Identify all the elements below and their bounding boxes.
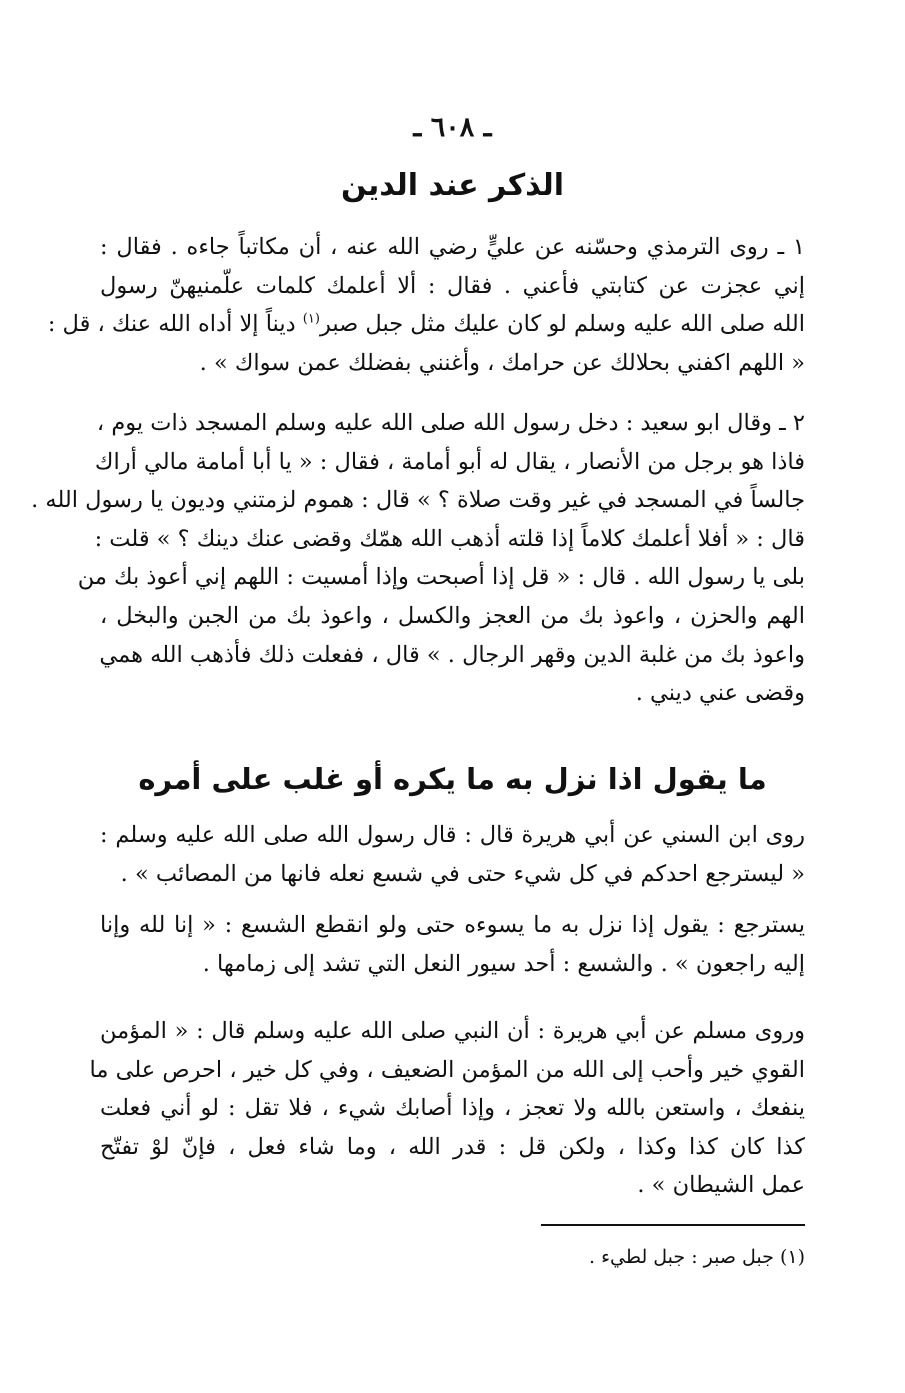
- text-line: القوي خير وأحب إلى الله من المؤمن الضعيف ، وفي كل خير ، احرص على ما: [89, 1056, 805, 1083]
- text-line: قال : « أفلا أعلمك كلاماً إذا قلته أذهب الله همّك وقضى عنك دينك ؟ » قلت :: [94, 525, 805, 552]
- footnote-divider: [541, 1224, 805, 1226]
- text-line: الهم والحزن ، واعوذ بك من العجز والكسل ، واعوذ بك من الجبن والبخل ،: [100, 602, 805, 629]
- text-line: [47, 305, 805, 344]
- text-line: فاذا هو برجل من الأنصار ، يقال له أبو أمامة ، فقال : « يا أبا أمامة مالي أراك: [94, 448, 805, 475]
- paragraph-3: [100, 816, 805, 893]
- text-line: ١ ـ روى الترمذي وحسّنه عن عليٍّ رضي الله عنه ، أن مكاتباً جاءه . فقال :: [100, 234, 805, 260]
- footnote: (١) جبل صبر : جبل لطيء .: [589, 1246, 805, 1268]
- text-line: جالساً في المسجد في غير وقت صلاة ؟ » قال : هموم لزمتني وديون يا رسول الله .: [31, 487, 805, 514]
- paragraph-2: [31, 404, 805, 713]
- text-line: إني عجزت عن كتابتي فأعني . فقال : ألا أعلمك كلمات علّمنيهنّ رسول: [100, 272, 805, 299]
- text-line: وقضى عني ديني .: [635, 680, 805, 707]
- text-segment: ديناً إلا أداه الله عنك ، قل :: [47, 311, 303, 338]
- text-line: ينفعك ، واستعن بالله ولا تعجز ، وإذا أصابك شيء ، فلا تقل : لو أني فعلت: [100, 1095, 805, 1122]
- text-line: روى ابن السني عن أبي هريرة قال : قال رسول الله صلى الله عليه وسلم :: [100, 822, 805, 848]
- text-line: إليه راجعون » . والشسع : أحد سيور النعل التي تشد إلى زمامها .: [202, 950, 805, 977]
- text-line: « اللهم اكفني بحلالك عن حرامك ، وأغنني بفضلك عمن سواك » .: [199, 349, 805, 376]
- text-line: بلى يا رسول الله . قال : « قل إذا أصبحت وإذا أمسيت : اللهم إني أعوذ بك من: [77, 564, 805, 591]
- text-segment: الله صلى الله عليه وسلم لو كان عليك مثل جبل صبر: [319, 311, 805, 338]
- section-title-affliction: ما يقول اذا نزل به ما يكره أو غلب على أمره: [138, 762, 767, 796]
- text-line: كذا كان كذا وكذا ، ولكن قل : قدر الله ، وما شاء فعل ، فإنّ لوْ تفتّح: [100, 1133, 805, 1160]
- text-line: عمل الشيطان » .: [637, 1172, 805, 1199]
- page-number: ـ ٦٠٨ ـ: [413, 112, 492, 143]
- section-title-dhikr-debt: الذكر عند الدين: [340, 168, 565, 203]
- text-line: وروى مسلم عن أبي هريرة : أن النبي صلى الله عليه وسلم قال : « المؤمن: [100, 1018, 805, 1044]
- text-line: « ليسترجع احدكم في كل شيء حتى في شسع نعله فانها من المصائب » .: [120, 860, 805, 887]
- paragraph-5: [89, 1012, 805, 1205]
- footnote-marker: (١): [302, 311, 320, 327]
- text-line: يسترجع : يقول إذا نزل به ما يسوءه حتى ولو انقطع الشسع : « إنا لله وإنا: [100, 912, 805, 938]
- text-line: واعوذ بك من غلبة الدين وقهر الرجال . » قال ، ففعلت ذلك فأذهب الله همي: [99, 641, 805, 668]
- paragraph-4: [100, 906, 805, 983]
- text-line: ٢ ـ وقال ابو سعيد : دخل رسول الله صلى الله عليه وسلم المسجد ذات يوم ،: [96, 410, 805, 436]
- paragraph-1: [47, 228, 805, 382]
